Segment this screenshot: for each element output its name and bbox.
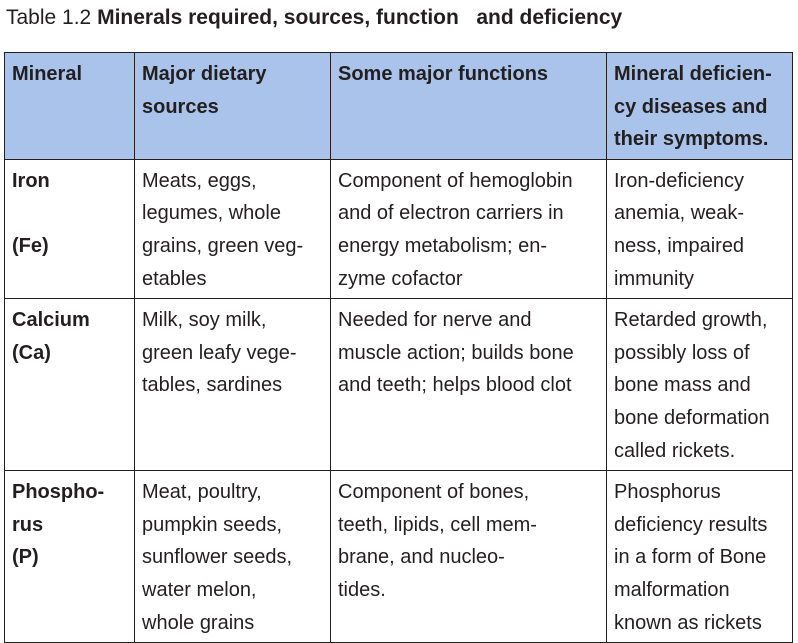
header-dietary-sources: Major dietary sources <box>135 53 331 160</box>
mineral-cell: Iron (Fe) <box>5 159 135 298</box>
table-row <box>5 159 793 298</box>
sources-cell: Milk, soy milk, green leafy vege- tables, sardines <box>135 299 331 471</box>
sources-cell: Meat, poultry, pumpkin seeds, sunflower seeds, water melon, whole grains <box>135 471 331 643</box>
mineral-cell: Phospho- rus (P) <box>5 471 135 643</box>
functions-cell: Component of bones, teeth, lipids, cell mem- brane, and nucleo- tides. <box>331 471 607 643</box>
header-deficiency-diseases: Mineral deficien- cy diseases and their symptoms. <box>607 53 793 160</box>
table-header-row <box>5 53 793 160</box>
minerals-table <box>4 52 793 643</box>
table-number: Table 1.2 <box>6 6 98 29</box>
table-row <box>5 299 793 471</box>
deficiency-cell: Iron-deficiency anemia, weak- ness, impaired immunity <box>607 159 793 298</box>
header-mineral: Mineral <box>5 53 135 160</box>
table-caption <box>6 4 622 32</box>
table-row <box>5 471 793 643</box>
deficiency-cell: Phosphorus deficiency results in a form of Bone malformation known as rickets <box>607 471 793 643</box>
sources-cell: Meats, eggs, legumes, whole grains, green veg- etables <box>135 159 331 298</box>
deficiency-cell: Retarded growth, possibly loss of bone mass and bone deformation called rickets. <box>607 299 793 471</box>
functions-cell: Needed for nerve and muscle action; builds bone and teeth; helps blood clot <box>331 299 607 471</box>
header-major-functions: Some major functions <box>331 53 607 160</box>
functions-cell: Component of hemoglobin and of electron carriers in energy metabolism; en- zyme cofactor <box>331 159 607 298</box>
table-title: Minerals required, sources, function and deficiency <box>97 6 623 29</box>
mineral-cell: Calcium (Ca) <box>5 299 135 471</box>
